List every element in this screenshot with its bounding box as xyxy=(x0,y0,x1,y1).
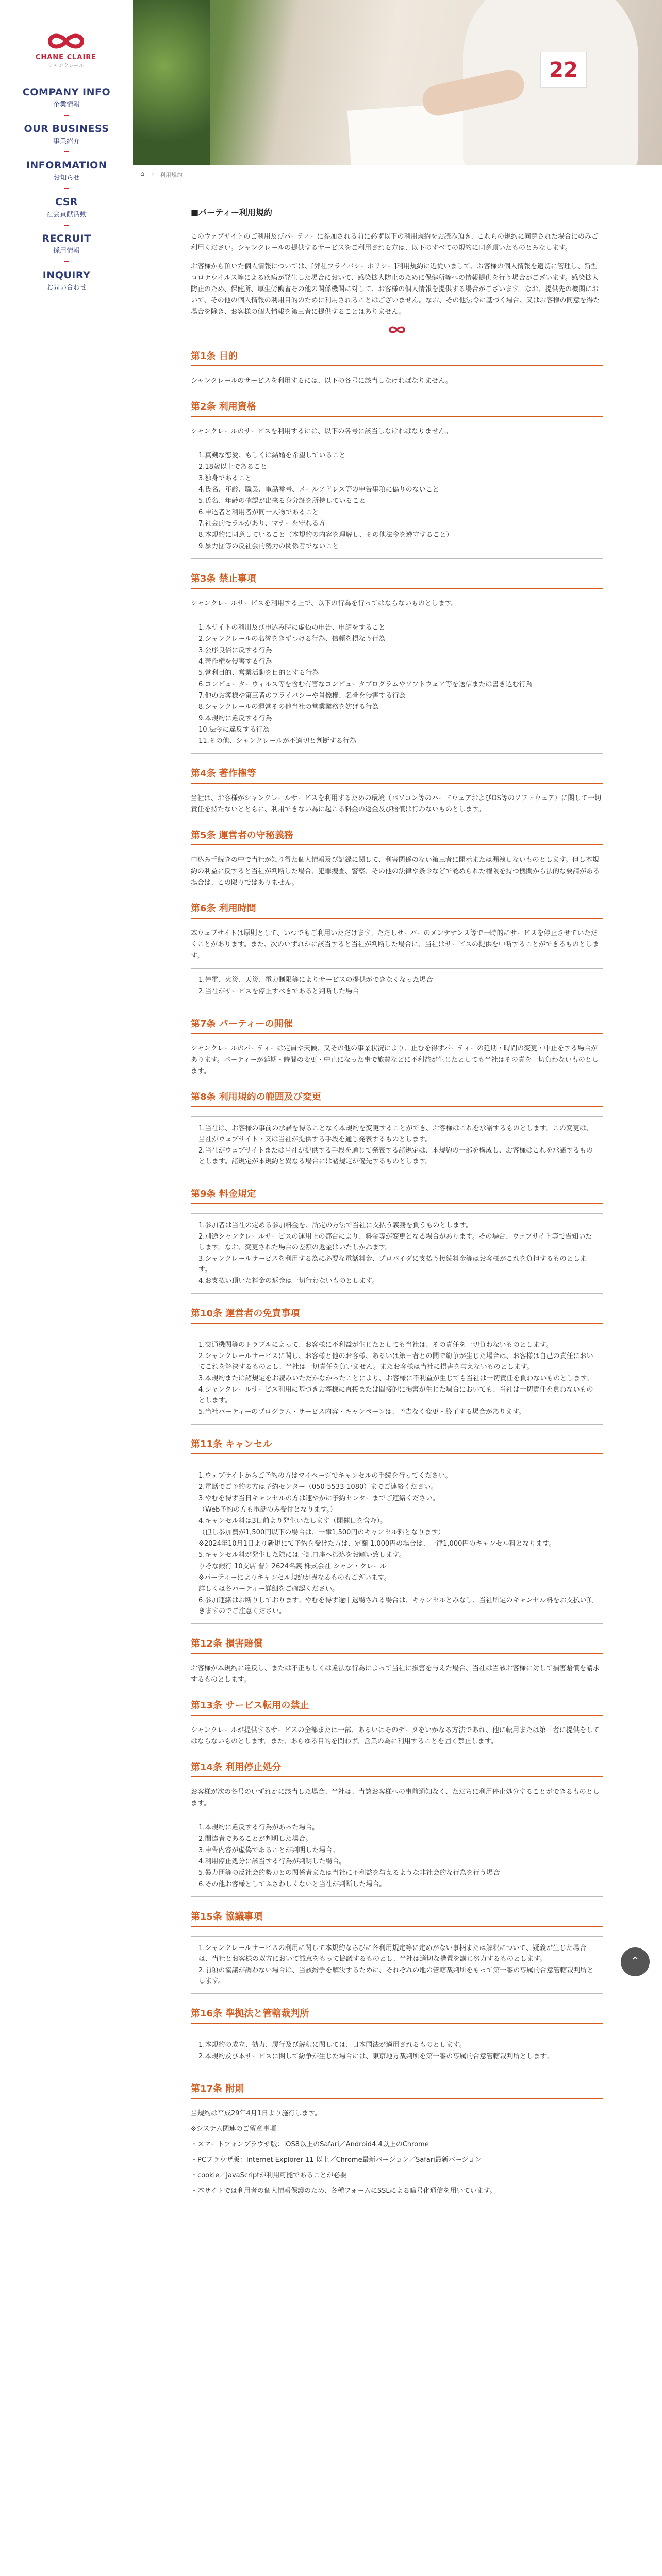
section-body xyxy=(191,1663,603,1686)
section-16 xyxy=(191,2006,603,2069)
section-paragraph: シャンクレールのパーティーは定員や天候、又その他の事業状況により、止むを得ずパーティーの延期・時間の変更・中止をする場合があります。パーティーが延期・時間の変更・中止になった事で旅費などに不利益が生じたとしても当社はその責を一切負わないものとします。 xyxy=(191,1045,599,1075)
section-body xyxy=(191,426,603,559)
section-17 xyxy=(191,2081,603,2197)
clause-item: 4.キャンセル料は3日前より発生いたします（開催日を含む）。 xyxy=(198,1517,387,1525)
clause-item: 1.本規約の成立、効力、履行及び解釈に関しては、日本国法が適用されるものとします。 xyxy=(198,2041,466,2049)
clause-item: （但し参加費が1,500円以下の場合は、一律1,500円のキャンセル料となります） xyxy=(198,1529,445,1536)
intro-paragraph: お客様から頂いた個人情報については、[弊社プライバシーポリシー]利用規約に近従いまして、お客様の個人情報を適切に管理し、新型コロナウイルス等による疾病が発生した場合において、感染拡大防止のために保健所等への情報提供を行う場合がございます。感染拡大防止のため、保健所、厚生労働省その他の関係機関に対して、お客様の個人情報を提供する場合がございます。なお、提供先の機関において、その他の個人情報の利用目的のために利用されることはございません。なお、その他法令に基づく場合、又はお客様の同意を得た場合を除き、お客様の個人情報を第三者に提供することはありません。 xyxy=(191,263,600,316)
section-12 xyxy=(191,1636,603,1686)
clause-item: 4.利用停止処分に該当する行為が判明した場合。 xyxy=(198,1858,346,1866)
section-body xyxy=(191,1936,603,1994)
nav-separator xyxy=(64,261,69,262)
section-5 xyxy=(191,828,603,889)
clause-item: 2.本規約及び本サービスに関して紛争が生じた場合には、東京地方裁判所を第一審の専属的合意管轄裁判所とします。 xyxy=(198,2053,553,2060)
section-title: 第11条 キャンセル xyxy=(191,1437,603,1454)
clause-item: 6.その他お客様としてふさわしくないと当社が判断した場合。 xyxy=(198,1880,386,1888)
clause-item: 2.当社がウェブサイトまたは当社が提供する手段を通じて発表する諸規定は、本規約の一部を構成し、お客様はこれを承諾するものとします。諸規定が本規約と異なる場合には諸規定が優先するものとします。 xyxy=(198,1147,593,1165)
clause-item: 2.別途シャンクレールサービスの運用上の都合により、料金等が変更となる場合があります。その場合、ウェブサイト等で告知いたします。なお、変更された場合の差額の返金はいたしかねます。 xyxy=(198,1233,592,1251)
breadcrumb xyxy=(133,165,662,182)
clause-item: 8.本規約に同意していること（本規約の内容を理解し、その他法令を遵守すること） xyxy=(198,531,453,539)
breadcrumb-current: 利用規約 xyxy=(160,172,183,178)
section-body xyxy=(191,376,603,387)
clause-list-box xyxy=(191,1936,603,1994)
clause-item: 2.間違者であることが判明した場合。 xyxy=(198,1835,312,1843)
intro xyxy=(191,231,603,318)
clause-item: 5.キャンセル料が発生した際には下記口座へ振込をお願い致します。 xyxy=(198,1551,406,1559)
section-paragraph: ・本サイトでは利用者の個人情報保護のため、各種フォームにSSLによる暗号化通信を用いています。 xyxy=(191,2187,496,2195)
sidebar xyxy=(0,0,133,2576)
nav-separator xyxy=(64,225,69,226)
clause-item: 3.独身であること xyxy=(198,474,252,482)
clause-item: 1.本規約に違反する行為があった場合。 xyxy=(198,1824,319,1832)
clause-item: 7.社会的モラルがあり、マナーを守れる方 xyxy=(198,520,326,528)
clause-item: 7.他のお客様や第三者のプライバシーや肖像権、名誉を侵害する行為 xyxy=(198,692,406,700)
section-title: 第7条 パーティーの開催 xyxy=(191,1016,603,1034)
section-title: 第17条 附則 xyxy=(191,2081,603,2099)
clause-item: 1.シャンクレールサービスの利用に関して本規約ならびに各利用規定等に定めがない事柄または解釈について、疑義が生じた場合は、当社とお客様の双方において誠意をもって協議するものとし、当社は適切な措置を講じ努力するものとします。 xyxy=(198,1944,587,1963)
brand-name: CHANE CLAIRE xyxy=(35,54,97,61)
clause-list-box xyxy=(191,1816,603,1897)
section-paragraph: 本ウェブサイトは原則として、いつでもご利用いただけます。ただしサーバーのメンテナンス等で一時的にサービスを停止させていただくことがあります。また、次のいずれかに該当すると当社が判断した場合に、当社はサービスの提供を中断することができるものとします。 xyxy=(191,929,599,960)
clause-item: 1.真剣な恋愛、もしくは結婚を希望していること xyxy=(198,452,346,460)
clause-item: 2.電話でご予約の方は予約センター（050-5533-1080）までご連絡ください。 xyxy=(198,1483,438,1491)
back-to-top-button[interactable] xyxy=(621,1947,650,1976)
clause-item: 2.シャンクレールの名誉をきずつける行為、信頼を損なう行為 xyxy=(198,635,386,643)
section-paragraph: 当規約は平成29年4月1日より施行します。 xyxy=(191,2110,322,2117)
section-8 xyxy=(191,1090,603,1174)
clause-item: 4.シャンクレールサービス利用に基づきお客様に直接または間接的に損害が生じた場合においても、当社は一切責任を負わないものとします。 xyxy=(198,1386,593,1404)
hero-number-badge: 22 xyxy=(540,52,587,88)
clause-item: 5.営利目的、営業活動を目的とする行為 xyxy=(198,669,319,677)
clause-list-box xyxy=(191,444,603,559)
clause-item: ※パーティーによりキャンセル規約が異なるものもございます。 xyxy=(198,1574,391,1582)
section-9 xyxy=(191,1187,603,1294)
clause-list-box xyxy=(191,1213,603,1294)
section-title: 第13条 サービス転用の禁止 xyxy=(191,1698,603,1716)
clause-item: 8.シャンクレールの運営その他当社の営業業務を妨げる行為 xyxy=(198,703,379,711)
section-6 xyxy=(191,901,603,1004)
clause-item: 3.公序良俗に反する行為 xyxy=(198,647,272,654)
main-nav xyxy=(0,87,133,305)
clause-list-box xyxy=(191,1464,603,1624)
section-body xyxy=(191,1116,603,1174)
clause-item: 4.お支払い頂いた料金の返金は一切行わないものとします。 xyxy=(198,1277,379,1285)
section-7 xyxy=(191,1016,603,1077)
section-2 xyxy=(191,399,603,559)
section-title: 第8条 利用規約の範囲及び変更 xyxy=(191,1090,603,1107)
nav-company-info[interactable]: COMPANY INFO 企業情報 xyxy=(22,87,111,109)
section-14 xyxy=(191,1760,603,1897)
clause-item: 2.シャンクレールサービスに関し、お客様と他のお客様、あるいは第三者との間で紛争が生じた場合は、お客様は自己の責任においてこれを解決するものとし、当社は一切責任を負いません。またお客様は当社に損害を与えないものとします。 xyxy=(198,1352,593,1371)
section-paragraph: シャンクレールサービスを利用する上で、以下の行為を行ってはならないものとします。 xyxy=(191,600,458,607)
section-1 xyxy=(191,349,603,387)
clause-item: 4.著作権を侵害する行為 xyxy=(198,658,272,666)
section-15 xyxy=(191,1909,603,1994)
section-title: 第16条 準拠法と管轄裁判所 xyxy=(191,2006,603,2024)
clause-item: 3.本規約または諸規定をお読みいただかなかったことにより、お客様に不利益が生じても当社は一切責任を負わないものとします。 xyxy=(198,1375,593,1382)
hero-plant xyxy=(133,0,210,165)
clause-item: 11.その他、シャンクレールが不適切と判断する行為 xyxy=(198,737,356,745)
brand-sub: シャンクレール xyxy=(48,63,84,69)
main-content xyxy=(191,196,603,2201)
section-body xyxy=(191,928,603,1004)
clause-item: 6.コンピューターウィルス等を含む有害なコンピュータプログラムやソフトウェア等を送信または書き込む行為 xyxy=(198,681,533,688)
section-13 xyxy=(191,1698,603,1748)
clause-item: （Web予約の方も電話のみ受付となります。） xyxy=(198,1506,337,1514)
section-paragraph: お客様が本規約に違反し、または不正もしくは違法な行為によって当社に損害を与えた場合、当社は当該お客様に対して損害賠償を請求するものとします。 xyxy=(191,1665,600,1684)
clause-item: 1.本サイトの利用及び申込み時に虚偽の申告、申請をすること xyxy=(198,624,386,632)
section-body xyxy=(191,2033,603,2069)
section-body xyxy=(191,1043,603,1077)
clause-item: 3.申告内容が虚偽であることが判明した場合。 xyxy=(198,1846,339,1854)
page-title: ■パーティー利用規約 xyxy=(191,208,272,217)
nav-csr[interactable]: CSR 社会貢献活動 xyxy=(46,196,87,218)
clause-item: 1.交通機関等のトラブルによって、お客様に不利益が生じたとしても当社は、その責任を一切負わないものとします。 xyxy=(198,1341,553,1349)
clause-item: 2.前項の協議が調わない場合は、当該紛争を解決するために、それぞれの地の管轄裁判所をもって第一審の専属的合意管轄裁判所とします。 xyxy=(198,1967,594,1985)
nav-inquiry[interactable]: INQUIRY お問い合わせ xyxy=(42,269,91,292)
section-title: 第5条 運営者の守秘義務 xyxy=(191,828,603,845)
clause-item: 4.氏名、年齢、職業、電話番号、メールアドレス等の申告事項に偽りのないこと xyxy=(198,486,439,494)
nav-information[interactable]: INFORMATION お知らせ xyxy=(26,160,107,182)
section-10 xyxy=(191,1306,603,1425)
section-11 xyxy=(191,1437,603,1624)
section-body xyxy=(191,1333,603,1425)
clause-item: 1.当社は、お客様の事前の承諾を得ることなく本規約を変更することができ、お客様はこれを承諾するものとします。この変更は、当社がウェブサイト・又は当社が提供する手段を通じ発表するものとします。 xyxy=(198,1125,593,1143)
clause-item: 1.ウェブサイトからご予約の方はマイページでキャンセルの手続を行ってください。 xyxy=(198,1472,452,1480)
clause-item: 3.やむを得ず当日キャンセルの方は速やかに予約センターまでご連絡ください。 xyxy=(198,1495,439,1502)
section-paragraph: シャンクレールが提供するサービスの全部または一部、あるいはそのデータをいかなる方法であれ、他に転用または第三者に提供をしてはならないものとします。また、あらゆる目的を問わず、営業の為に利用することを固く禁止します。 xyxy=(191,1726,600,1745)
section-title: 第3条 禁止事項 xyxy=(191,571,603,589)
clause-list-box xyxy=(191,1333,603,1425)
section-4 xyxy=(191,766,603,816)
clause-list-box xyxy=(191,968,603,1004)
nav-separator xyxy=(64,188,69,189)
section-paragraph: 申込み手続きの中で当社が知り得た個人情報及び記録に関して、利害関係のない第三者に開示または漏洩しないものとします。但し本規約の利益に反すると当社が判断した場合、犯罪捜査、警察、その他の法律や条令などで認められた権限を持つ機関から法的な要請がある場合は、この限りではありません。 xyxy=(191,856,600,887)
section-title: 第14条 利用停止処分 xyxy=(191,1760,603,1777)
clause-item: 10.法令に違反する行為 xyxy=(198,726,270,734)
section-title: 第15条 協議事項 xyxy=(191,1909,603,1927)
section-paragraph: ※システム関連のご留意事項 xyxy=(191,2125,276,2133)
section-title: 第1条 目的 xyxy=(191,349,603,366)
section-title: 第4条 著作権等 xyxy=(191,766,603,784)
section-body xyxy=(191,1213,603,1294)
clause-item: 9.本規約に違反する行為 xyxy=(198,715,272,722)
section-body xyxy=(191,1787,603,1897)
section-body xyxy=(191,2108,603,2197)
infinity-logo-icon xyxy=(47,31,85,52)
section-paragraph: ・cookie／JavaScriptが利用可能であることが必要 xyxy=(191,2172,347,2179)
home-icon[interactable]: ⌂ xyxy=(140,170,145,178)
intro-paragraph: このウェブサイトのご利用及びパーティーに参加される前に必ず以下の利用規約をお読み頂き、これらの規約に同意された場合にのみご利用ください。シャンクレールの提供するサービスをご利用される方は、以下のすべての規約に同意頂いたものとみなします。 xyxy=(191,233,599,252)
section-body xyxy=(191,1725,603,1748)
clause-item: 5.暴力団等の反社会的勢力との関係者または当社に不利益を与えるような非社会的な行為を行う場合 xyxy=(198,1869,500,1877)
clause-item: りそな銀行 10支店 普）2624名義 株式会社 シャン・クレール xyxy=(198,1563,387,1570)
divider-logo-icon xyxy=(191,325,603,336)
section-title: 第9条 料金規定 xyxy=(191,1187,603,1204)
clause-item: 9.暴力団等の反社会的勢力の関係者でないこと xyxy=(198,543,339,550)
section-paragraph: ・PCブラウザ版：Internet Explorer 11 以上／Chrome最新バージョン／Safari最新バージョン xyxy=(191,2156,482,2164)
clause-item: 1.参加者は当社の定める参加料金を、所定の方法で当社に支払う義務を負うものとします。 xyxy=(198,1222,473,1229)
section-body xyxy=(191,855,603,889)
clause-item: 6.申込者と利用者が同一人物であること xyxy=(198,509,319,516)
clause-list-box xyxy=(191,1116,603,1174)
clause-item: 5.当社パーティーのプログラム・サービス内容・キャンペーンは、予告なく変更・終了する場合があります。 xyxy=(198,1408,525,1416)
clause-item: 2.当社がサービスを停止すべきであると判断した場合 xyxy=(198,988,359,995)
section-title: 第10条 運営者の免責事項 xyxy=(191,1306,603,1324)
section-paragraph: シャンクレールのサービスを利用するには、以下の各号に該当しなければなりません。 xyxy=(191,428,453,435)
clause-item: 詳しくは各パーティー詳細をご確認ください。 xyxy=(198,1585,339,1593)
section-title: 第2条 利用資格 xyxy=(191,399,603,417)
hero-image xyxy=(133,0,662,165)
clause-item: 1.停電、火災、天災、電力制限等によりサービスの提供ができなくなった場合 xyxy=(198,976,433,984)
nav-separator xyxy=(64,151,69,152)
breadcrumb-separator: › xyxy=(152,170,154,177)
section-body xyxy=(191,793,603,816)
section-paragraph: お客様が次の各号のいずれかに該当した場合、当社は、当該お客様への事前通知なく、ただちに利用停止処分することができるものとします。 xyxy=(191,1788,600,1807)
clause-list-box xyxy=(191,2033,603,2069)
clause-list-box xyxy=(191,616,603,754)
section-title: 第6条 利用時間 xyxy=(191,901,603,919)
sections xyxy=(191,349,603,2197)
nav-our-business[interactable]: OUR BUSINESS 事業紹介 xyxy=(24,123,109,145)
brand-logo[interactable] xyxy=(35,31,97,69)
clause-item: 6.参加連絡はお断りしております。やむを得ず途中退場される場合は、キャンセルとみなし、当社所定のキャンセル料をお支払い頂きますのでご注意ください。 xyxy=(198,1597,593,1615)
clause-item: 3.シャンクレールサービスを利用する為に必要な電話料金、プロバイダに支払う接続料金等はお客様がこれを負担するものとします。 xyxy=(198,1255,587,1274)
section-paragraph: シャンクレールのサービスを利用するには、以下の各号に該当しなければなりません。 xyxy=(191,377,453,385)
section-title: 第12条 損害賠償 xyxy=(191,1636,603,1654)
section-paragraph: ・スマートフォンブラウザ版：iOS8以上のSafari／Android4.4以上のChrome xyxy=(191,2141,429,2148)
clause-item: 2.18歳以上であること xyxy=(198,463,267,471)
chevron-up-icon: ⌃ xyxy=(630,1955,640,1968)
section-paragraph: 当社は、お客様がシャンクレールサービスを利用するための環境（パソコン等のハードウェアおよびOS等のソフトウェア）に関して一切責任を持たないとともに、利用できない為に起こる料金の返金及び賠償は行わないものとします。 xyxy=(191,794,602,814)
section-3 xyxy=(191,571,603,754)
clause-item: 5.氏名、年齢の確認が出来る身分証を所持していること xyxy=(198,497,366,505)
nav-separator xyxy=(64,115,69,116)
nav-recruit[interactable]: RECRUIT 採用情報 xyxy=(42,233,91,255)
section-body xyxy=(191,598,603,754)
section-body xyxy=(191,1464,603,1624)
clause-item: ※2024年10月1日より新規にて予約を受けた方は、定額 1,000円の場合は、一律1,000円のキャンセル料となります。 xyxy=(198,1540,556,1548)
